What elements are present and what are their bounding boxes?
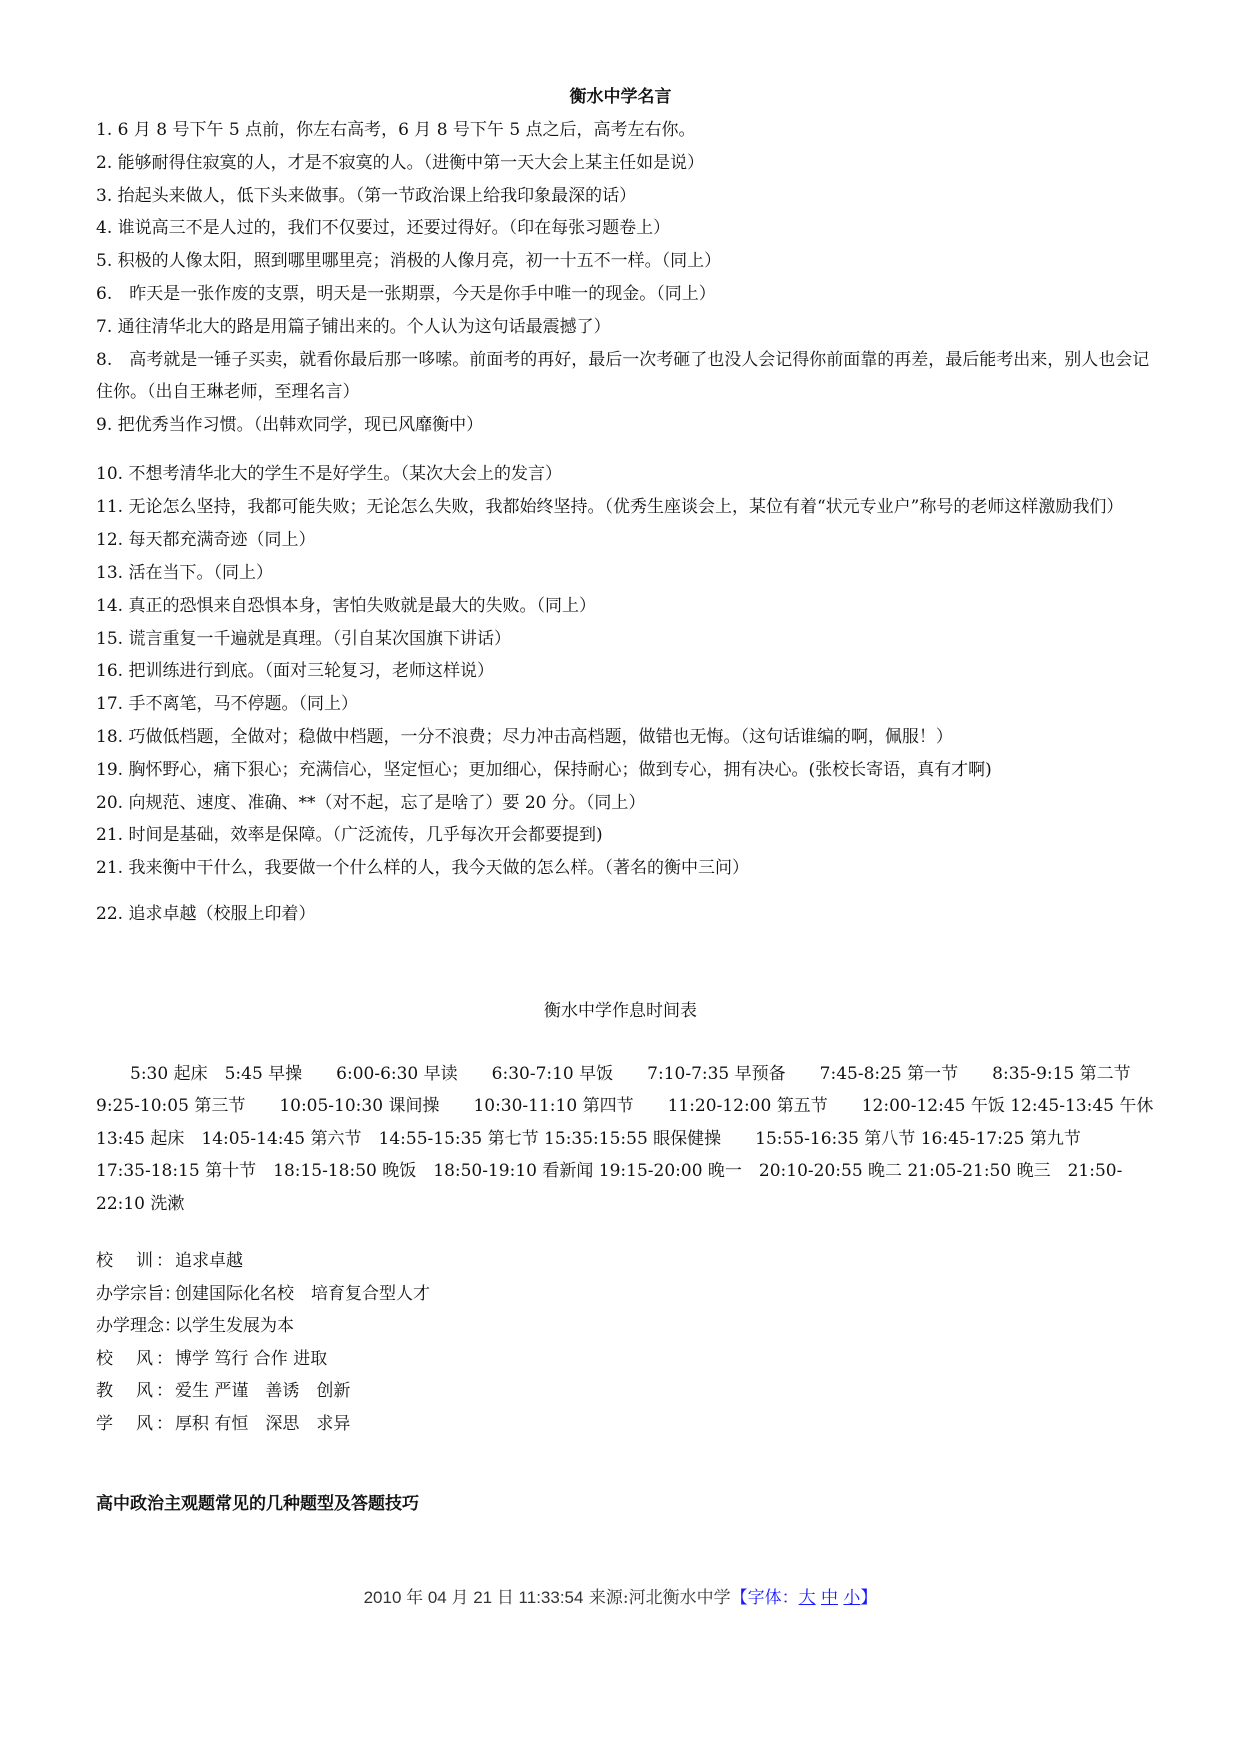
quote-item: 6. 昨天是一张作废的支票，明天是一张期票，今天是你手中唯一的现金。（同上） [96,283,716,304]
motto-row [96,1278,996,1311]
schedule-title: 衡水中学作息时间表 [544,1001,697,1021]
motto-key: 办学理念： [96,1316,181,1337]
font-small-link[interactable]: 小 [843,1588,861,1608]
quote-item: 20. 向规范、速度、准确、**（对不起，忘了是啥了）要 20 分。（同上） [96,792,646,813]
motto-value: 追求卓越 [175,1251,243,1271]
quotes-list [96,114,1156,931]
quote-item: 11. 无论怎么坚持，我都可能失败；无论怎么失败，我都始终坚持。（优秀生座谈会上，某位有着“状元专业户”称号的老师这样激励我们） [96,497,1124,518]
font-size-label-open: 【字体： [730,1588,799,1608]
quote-item: 3. 抬起头来做人，低下头来做事。（第一节政治课上给我印象最深的话） [96,185,637,206]
motto-value: 厚积 有恒 深思 求异 [175,1413,351,1434]
quote-item: 22. 追求卓越（校服上印着） [96,903,316,924]
font-large-link[interactable]: 大 [798,1588,816,1608]
quote-item: 9. 把优秀当作习惯。（出韩欢同学，现已风靡衡中） [96,414,484,435]
motto-value: 创建国际化名校 培育复合型人才 [175,1283,430,1304]
quote-item: 21. 时间是基础，效率是保障。（广泛流传，几乎每次开会都要提到) [96,825,603,846]
quote-item: 21. 我来衡中干什么，我要做一个什么样的人，我今天做的怎么样。（著名的衡中三问） [96,858,749,879]
quote-item: 10. 不想考清华北大的学生不是好学生。（某次大会上的发言） [96,464,562,485]
quote-item: 5. 积极的人像太阳，照到哪里哪里亮；消极的人像月亮，初一十五不一样。（同上） [96,251,722,272]
quote-item: 2. 能够耐得住寂寞的人，才是不寂寞的人。（进衡中第一天大会上某主任如是说） [96,152,705,173]
quote-item: 17. 手不离笔，马不停题。（同上） [96,694,358,715]
page-title: 衡水中学名言 [569,87,672,107]
quote-item: 16. 把训练进行到底。（面对三轮复习，老师这样说） [96,661,494,682]
quote-item: 18. 巧做低档题，全做对；稳做中档题，一分不浪费；尽力冲击高档题，做错也无悔。（这句话谁编的啊，佩服！） [96,726,953,747]
quote-item: 1. 6 月 8 号下午 5 点前，你左右高考，6 月 8 号下午 5 点之后，高考左右你。 [96,120,696,140]
motto-row [96,1245,996,1278]
motto-row [96,1310,996,1343]
motto-key: 校 风： [96,1348,173,1369]
motto-row [96,1343,996,1376]
font-size-label-close: 】 [860,1588,878,1608]
quote-item: 13. 活在当下。（同上） [96,562,273,583]
quote-item: 19. 胸怀野心，痛下狠心；充满信心，坚定恒心；更加细心，保持耐心；做到专心，拥有决心。(张校长寄语，真有才啊) [96,759,992,780]
motto-key: 校 训： [96,1251,173,1271]
schedule-text: 5:30 起床 5:45 早操 6:00-6:30 早读 6:30-7:10 早饭 7:10-7:35 早预备 7:45-8:25 第一节 8:35-9:15 第二节 9:25-10:05 第三节 10:05-10:30 课间操 10:30-11:10 第四节 11:20-12:00 第五节 12:00-12:45 午饭 12:45-13:45 午休 13:45 起床 14:05-14:45 第六节 14:55-15:35 第七节 15:35:15:55 眼保健操 15:55-16:35 第八节 16:45-17:25 第九节 17:35-18:15 第十节 18:15-18:50 晚饭 18:50-19:10 看新闻 19:15-20:00 晚一 20:10-20:55 晚二 21:05-21:50 晚三 21:50-22:10 洗漱 [96,1064,1188,1214]
motto-value: 爱生 严谨 善诱 创新 [175,1381,351,1402]
article-datetime: 2010 年 04 月 21 日 11:33:54 [363,1588,584,1607]
font-medium-link[interactable]: 中 [821,1588,839,1608]
quote-item: 14. 真正的恐惧来自恐惧本身，害怕失败就是最大的失败。（同上） [96,595,596,616]
motto-row [96,1408,996,1441]
motto-key: 教 风： [96,1381,173,1402]
school-motto-list [96,1245,996,1441]
motto-row [96,1375,996,1408]
quote-item: 12. 每天都充满奇迹（同上） [96,530,316,551]
motto-key: 办学宗旨： [96,1283,181,1304]
quote-item: 4. 谁说高三不是人过的，我们不仅要过，还要过得好。（印在每张习题卷上） [96,218,671,239]
quote-item: 15. 谎言重复一千遍就是真理。（引自某次国旗下讲话） [96,628,511,649]
article-source: 来源:河北衡水中学 [588,1588,731,1608]
article-meta [0,1585,1241,1611]
motto-value: 以学生发展为本 [175,1316,294,1337]
motto-key: 学 风： [96,1413,173,1434]
quote-item: 7. 通往清华北大的路是用篇子铺出来的。个人认为这句话最震撼了） [96,316,611,337]
article-title: 高中政治主观题常见的几种题型及答题技巧 [96,1494,419,1514]
motto-value: 博学 笃行 合作 进取 [175,1348,328,1369]
quote-item: 8. 高考就是一锤子买卖，就看你最后那一哆嗦。前面考的再好，最后一次考砸了也没人会记得你前面靠的再差，最后能考出来，别人也会记住你。（出自王琳老师，至理名言） [96,349,1150,402]
